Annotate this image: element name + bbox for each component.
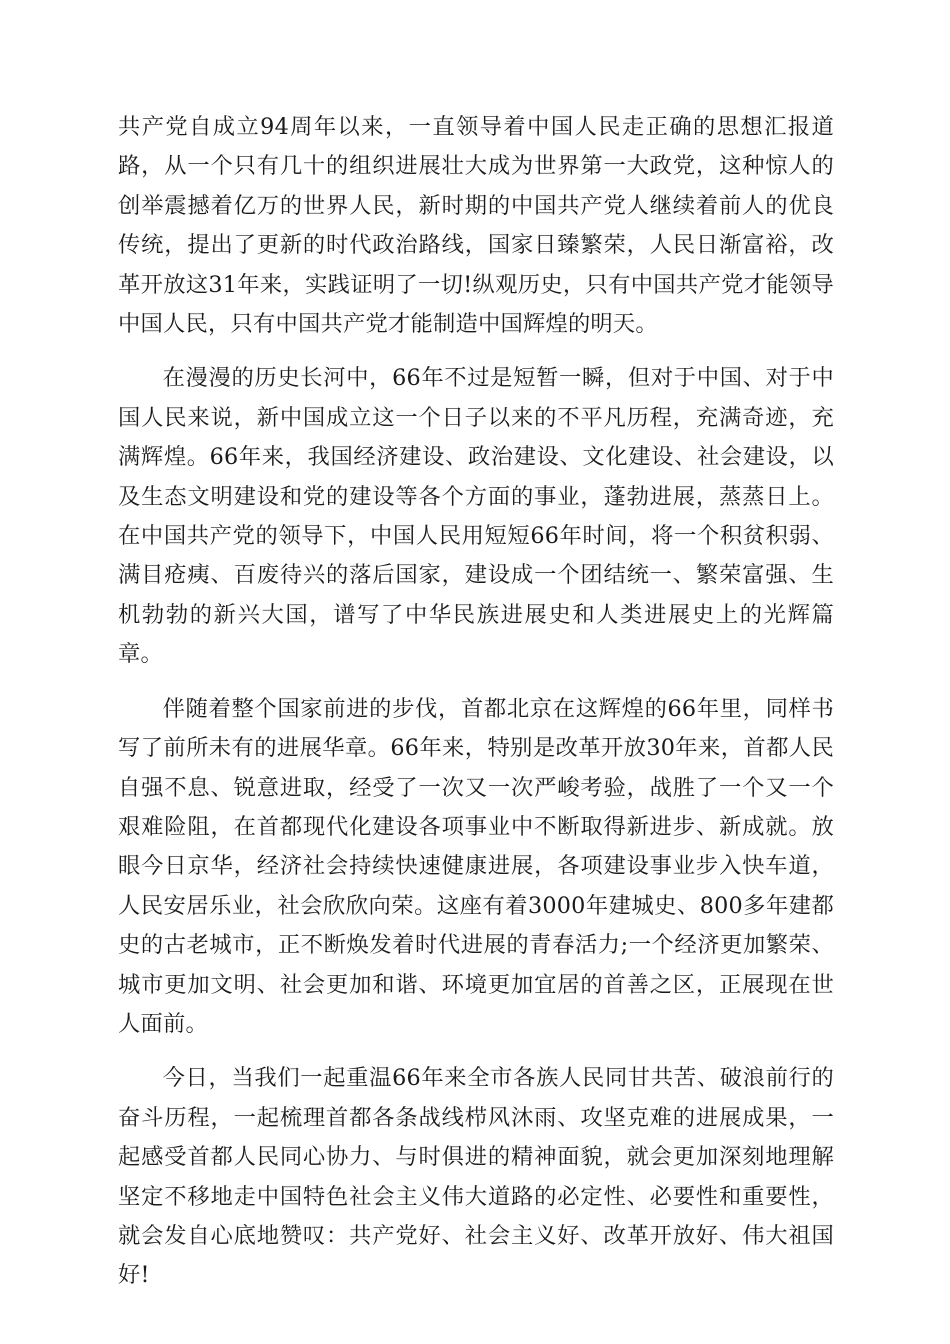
paragraph-3: 伴随着整个国家前进的步伐，首都北京在这辉煌的66年里，同样书写了前所未有的进展华章。66年来，特别是改革开放30年来，首都人民自强不息、锐意进取，经受了一次又一次严峻考验，战胜了一个又一个艰难险阻，在首都现代化建设各项事业中不断取得新进步、新成就。放眼今日京华，经济社会持续快速健康进展，各项建设事业步入快车道，人民安居乐业，社会欣欣向荣。这座有着3000年建城史、800多年建都史的古老城市，正不断焕发着时代进展的青春活力;一个经济更加繁荣、城市更加文明、社会更加和谐、环境更加宜居的首善之区，正展现在世人面前。 (118, 695, 834, 1037)
document-body (118, 108, 834, 1311)
paragraph-2: 在漫漫的历史长河中，66年不过是短暂一瞬，但对于中国、对于中国人民来说，新中国成立这一个日子以来的不平凡历程，充满奇迹，充满辉煌。66年来，我国经济建设、政治建设、文化建设、社会建设，以及生态文明建设和党的建设等各个方面的事业，蓬勃进展，蒸蒸日上。在中国共产党的领导下，中国人民用短短66年时间，将一个积贫积弱、满目疮痍、百废待兴的落后国家，建设成一个团结统一、繁荣富强、生机勃勃的新兴大国，谱写了中华民族进展史和人类进展史上的光辉篇章。 (118, 365, 834, 668)
paragraph-1: 共产党自成立94周年以来，一直领导着中国人民走正确的思想汇报道路，从一个只有几十的组织进展壮大成为世界第一大政党，这种惊人的创举震撼着亿万的世界人民，新时期的中国共产党人继续着前人的优良传统，提出了更新的时代政治路线，国家日臻繁荣，人民日渐富裕，改革开放这31年来，实践证明了一切!纵观历史，只有中国共产党才能领导中国人民，只有中国共产党才能制造中国辉煌的明天。 (118, 114, 834, 338)
paragraph-4: 今日，当我们一起重温66年来全市各族人民同甘共苦、破浪前行的奋斗历程，一起梳理首都各条战线栉风沐雨、攻坚克难的进展成果，一起感受首都人民同心协力、与时俱进的精神面貌，就会更加深刻地理解坚定不移地走中国特色社会主义伟大道路的必定性、必要性和重要性，就会发自心底地赞叹：共产党好、社会主义好、改革开放好、伟大祖国好! (118, 1065, 834, 1289)
